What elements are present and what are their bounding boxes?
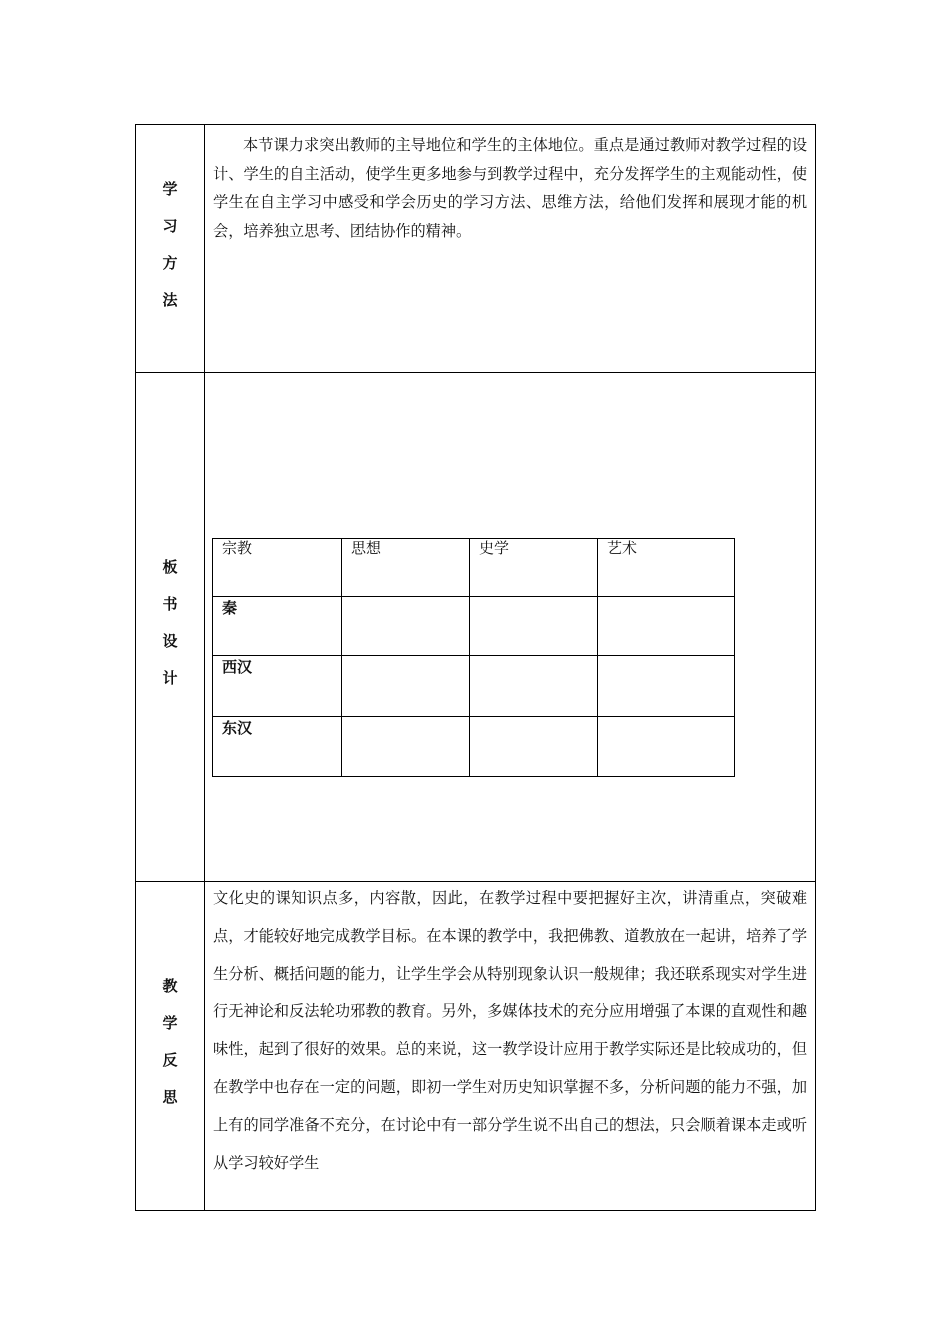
board-grid-line — [212, 538, 735, 539]
reflection-paragraph: 文化史的课知识点多，内容散，因此，在教学过程中要把握好主次，讲清重点，突破难点，才能较好地完成教学目标。在本课的教学中，我把佛教、道教放在一起讲，培养了学生分析、概括问题的能力，让学生学会从特别现象认识一般规律；我还联系现实对学生进行无神论和反法轮功邪教的教育。另外，多媒体技术的充分应用增强了本课的直观性和趣味性，起到了很好的效果。总的来说，这一教学设计应用于教学实际还是比较成功的，但在教学中也存在一定的问题，即初一学生对历史知识掌握不多，分析问题的能力不强，加上有的同学准备不充分，在讨论中有一部分学生说不出自己的想法，只会顺着课本走或听从学习较好学生 — [213, 889, 807, 1172]
board-row-western-han: 西汉 — [222, 658, 253, 676]
label-char: 思 — [162, 1088, 178, 1106]
label-char: 法 — [162, 291, 178, 309]
label-char: 设 — [162, 632, 178, 650]
table-top-border — [135, 124, 816, 125]
board-grid-line — [341, 538, 342, 777]
label-char: 习 — [162, 217, 178, 235]
board-header-history: 史学 — [479, 539, 510, 557]
board-header-thought: 思想 — [351, 539, 382, 557]
label-char: 方 — [162, 254, 178, 272]
label-char: 教 — [162, 977, 178, 995]
board-header-art: 艺术 — [607, 539, 638, 557]
method-paragraph: 本节课力求突出教师的主导地位和学生的主体地位。重点是通过教师对教学过程的设计、学生的自主活动，使学生更多地参与到教学过程中，充分发挥学生的主观能动性，使学生在自主学习中感受和学会历史的学习方法、思维方法，给他们发挥和展现才能的机会，培养独立思考、团结协作的精神。 — [213, 136, 807, 240]
board-grid-line — [212, 596, 735, 597]
board-row-qin: 秦 — [222, 599, 238, 617]
table-bottom-border — [135, 1210, 816, 1211]
label-char: 学 — [162, 1014, 178, 1032]
label-char: 板 — [162, 558, 178, 576]
board-grid-line — [469, 538, 470, 777]
label-column-divider — [204, 124, 205, 1211]
board-grid-line — [734, 538, 735, 777]
label-char: 反 — [162, 1051, 178, 1069]
board-row-eastern-han: 东汉 — [222, 719, 253, 737]
label-char: 书 — [162, 595, 178, 613]
board-grid-line — [212, 716, 735, 717]
section-label-reflection — [136, 968, 204, 1116]
table-right-border — [815, 124, 816, 1211]
board-grid-line — [597, 538, 598, 777]
board-header-religion: 宗教 — [222, 539, 253, 557]
label-char: 学 — [162, 180, 178, 198]
row-divider-1 — [135, 372, 816, 373]
label-char: 计 — [162, 669, 178, 687]
board-grid-line — [212, 655, 735, 656]
board-grid-line — [212, 776, 735, 777]
section-label-method — [136, 171, 204, 319]
board-grid-line — [212, 538, 213, 777]
section-label-board — [136, 549, 204, 697]
